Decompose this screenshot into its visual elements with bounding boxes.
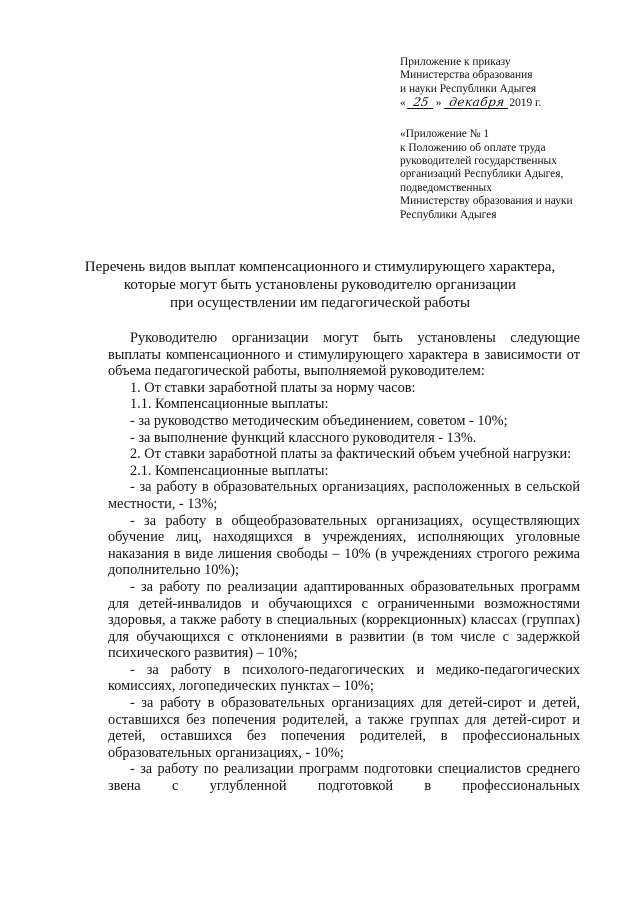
header-line: Приложение к приказу <box>400 56 511 68</box>
handwritten-month: декабря <box>444 96 510 109</box>
section-heading: 1. От ставки заработной платы за норму часов: <box>130 379 416 396</box>
appendix-line: подведомственных <box>400 181 492 194</box>
list-item: - за выполнение функций классного руководителя - 13%. <box>130 429 477 446</box>
list-item: - за работу в образовательных организациях, расположенных в сельской местности, - 13%; <box>108 479 580 512</box>
list-item: - за работу в общеобразовательных организациях, осуществляющих обучение лиц, находящихся в учреждениях, исполняющих уголовные наказания в виде лишения свободы – 10% (в учреждениях строгого режима дополнительно 10%); <box>108 512 580 579</box>
header-line: и науки Республики Адыгея <box>400 82 537 95</box>
appendix-line: Министерству образования и науки <box>400 195 573 208</box>
header-line: Министерства образования <box>400 69 533 82</box>
section-heading: 2. От ставки заработной платы за фактический объем учебной нагрузки: <box>130 446 572 463</box>
appendix-line: Республики Адыгея <box>400 208 497 221</box>
appendix-line: «Приложение № 1 <box>400 128 490 141</box>
date-close-quote: » <box>435 97 442 110</box>
subsection-heading: 1.1. Компенсационные выплаты: <box>130 396 329 413</box>
list-item: - за руководство методическим объединением, советом - 10%; <box>130 412 508 429</box>
appendix-line: руководителей государственных <box>400 155 557 168</box>
title-line: при осуществлении им педагогической работы <box>169 295 471 311</box>
order-date <box>400 96 615 112</box>
title-line: которые могут быть установлены руководителю организации <box>123 277 517 293</box>
date-open-quote: « <box>400 97 406 110</box>
title-line: Перечень видов выплат компенсационного и стимулирующего характера, <box>84 259 556 275</box>
date-year: 2019 г. <box>509 97 542 110</box>
order-appendix-header <box>400 56 615 222</box>
subsection-heading: 2.1. Компенсационные выплаты: <box>130 462 329 479</box>
intro-paragraph: Руководителю организации могут быть установлены следующие выплаты компенсационного и стимулирующего характера в зависимости от объема педагогической работы, выполняемой руководителем: <box>108 330 580 380</box>
document-body <box>108 330 580 795</box>
document-title <box>60 258 580 312</box>
list-item: - за работу по реализации адаптированных образовательных программ для детей-инвалидов и обучающихся с ограниченными возможностями здоровья, а также работу в специальных (коррекционных) классах (группах) для обучающихся с отклонениями в развитии (в том числе с задержкой психического развития) – 10%; <box>108 578 580 662</box>
handwritten-day: 25 <box>407 96 435 109</box>
appendix-line: организаций Республики Адыгея, <box>400 168 564 181</box>
appendix-line: к Положению об оплате труда <box>400 141 546 154</box>
list-item: - за работу в образовательных организациях для детей-сирот и детей, оставшихся без попечения родителей, а также группах для детей-сирот и детей, оставшихся без попечения родителей, в профессиональных образовательных организациях, - 10%; <box>108 695 580 761</box>
list-item: - за работу по реализации программ подготовки специалистов среднего звена с углубленной подготовкой в профессиональных <box>108 761 580 795</box>
list-item: - за работу в психолого-педагогических и медико-педагогических комиссиях, логопедических пунктах – 10%; <box>108 661 580 695</box>
